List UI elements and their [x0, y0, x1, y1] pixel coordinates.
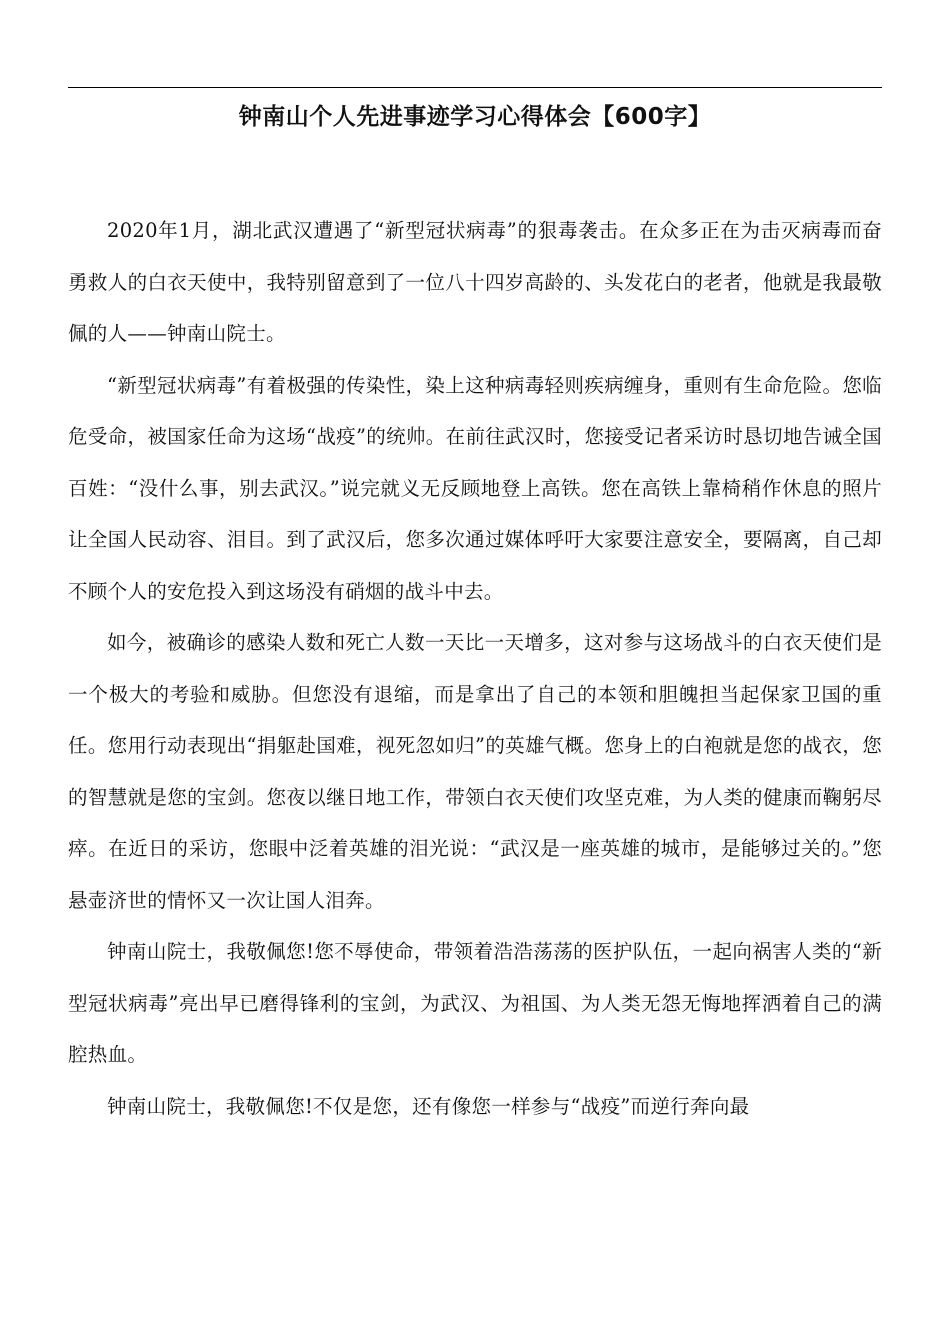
document-title: 钟南山个人先进事迹学习心得体会【600字】	[238, 104, 712, 130]
paragraph-3: 如今，被确诊的感染人数和死亡人数一天比一天增多，这对参与这场战斗的白衣天使们是一个极大的考验和威胁。但您没有退缩，而是拿出了自己的本领和胆魄担当起保家卫国的重任。您用行动表现出“捐躯赴国难，视死忽如归”的英雄气概。您身上的白袍就是您的战衣，您的智慧就是您的宝剑。您夜以继日地工作，带领白衣天使们攻坚克难，为人类的健康而鞠躬尽瘁。在近日的采访，您眼中泛着英雄的泪光说：“武汉是一座英雄的城市，是能够过关的。”您悬壶济世的情怀又一次让国人泪奔。	[68, 631, 882, 912]
paragraph-4: 钟南山院士，我敬佩您!您不辱使命，带领着浩浩荡荡的医护队伍，一起向祸害人类的“新型冠状病毒”亮出早已磨得锋利的宝剑，为武汉、为祖国、为人类无怨无悔地挥洒着自己的满腔热血。	[68, 940, 882, 1066]
paragraph-2: “新型冠状病毒”有着极强的传染性，染上这种病毒轻则疾病缠身，重则有生命危险。您临危受命，被国家任命为这场“战疫”的统帅。在前往武汉时，您接受记者采访时恳切地告诫全国百姓：“没什么事，别去武汉。”说完就义无反顾地登上高铁。您在高铁上靠椅稍作休息的照片让全国人民动容、泪目。到了武汉后，您多次通过媒体呼吁大家要注意安全，要隔离，自己却不顾个人的安危投入到这场没有硝烟的战斗中去。	[68, 373, 882, 603]
paragraph-5: 钟南山院士，我敬佩您!不仅是您，还有像您一样参与“战疫”而逆行奔向最	[107, 1094, 750, 1118]
paragraph-1: 2020年1月，湖北武汉遭遇了“新型冠状病毒”的狠毒袭击。在众多正在为击灭病毒而奋勇救人的白衣天使中，我特别留意到了一位八十四岁高龄的、头发花白的老者，他就是我最敬佩的人——钟南山院士。	[68, 219, 882, 345]
document-body	[68, 205, 882, 1132]
header-rule	[68, 87, 882, 88]
